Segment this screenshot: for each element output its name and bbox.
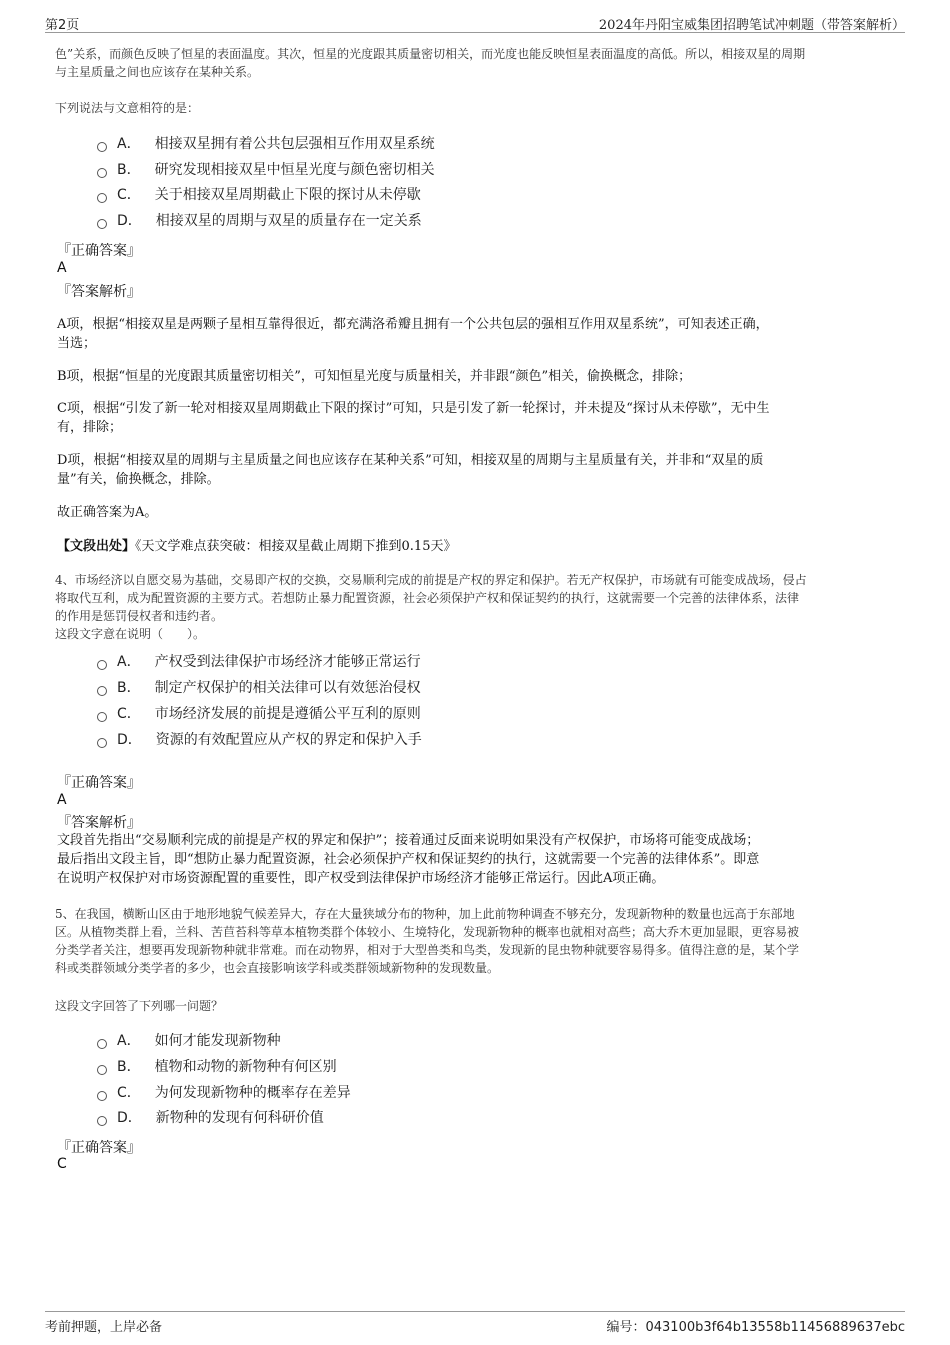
q4-analysis — [57, 831, 902, 888]
q3-prompt: 下列说法与文意相符的是： — [55, 101, 200, 115]
option-letter: B． — [117, 1059, 141, 1075]
q5-answer: C — [57, 1156, 67, 1172]
q5-option-b[interactable] — [97, 1056, 337, 1078]
stem-line: 科或类群领域分类学者的多少，也会直接影响该学科或类群领域新物种的发现数量。 — [55, 961, 500, 975]
option-text: 为何发现新物种的概率存在差异 — [154, 1085, 351, 1101]
option-letter: D． — [117, 213, 142, 229]
q4-option-d[interactable] — [97, 729, 422, 751]
stem-line: 5、在我国，横断山区由于地形地貌气候差异大，存在大量狭域分布的物种，加上此前物种调查不够充分，发现新物种的数量也远高于东部地 — [55, 907, 795, 921]
option-text: 相接双星拥有着公共包层强相互作用双星系统 — [154, 136, 435, 152]
q3-conclusion: 故正确答案为A。 — [57, 505, 158, 520]
q3-analysis-b: B项，根据“恒星的光度跟其质量密切相关”，可知恒星光度与质量相关，并非跟“颜色”相关，偷换概念，排除； — [57, 369, 692, 384]
radio-icon[interactable] — [97, 1091, 107, 1101]
q4-analysis-label: 『答案解析』 — [57, 815, 141, 831]
q3-answer-label: 『正确答案』 — [57, 243, 141, 259]
q3-analysis-d — [57, 451, 902, 489]
q3-option-d[interactable] — [97, 210, 422, 232]
page-footer — [45, 1311, 905, 1334]
option-letter: D． — [117, 732, 142, 748]
option-letter: A． — [117, 136, 141, 152]
option-text: 市场经济发展的前提是遵循公平互利的原则 — [154, 706, 421, 722]
option-letter: C． — [117, 706, 141, 722]
q3-analysis-a — [57, 315, 902, 353]
option-letter: B． — [117, 162, 141, 178]
q3-source — [57, 537, 456, 556]
q4-stem — [55, 571, 905, 643]
analysis-line: 量”有关，偷换概念，排除。 — [57, 472, 220, 487]
radio-icon[interactable] — [97, 142, 107, 152]
option-text: 如何才能发现新物种 — [154, 1033, 281, 1049]
q3-passage-line-2: 与主星质量之间也应该存在某种关系。 — [55, 65, 260, 79]
radio-icon[interactable] — [97, 686, 107, 696]
radio-icon[interactable] — [97, 660, 107, 670]
analysis-line: D项，根据“相接双星的周期与主星质量之间也应该存在某种关系”可知，相接双星的周期与主星质量有关，并非和“双星的质 — [57, 453, 764, 468]
option-letter: A． — [117, 1033, 141, 1049]
stem-line: 分类学者关注，想要再发现新物种就非常难。而在动物界，相对于大型兽类和鸟类，发现新的昆虫物种就要容易得多。值得注意的是，某个学 — [55, 943, 800, 957]
option-letter: B． — [117, 680, 141, 696]
q5-option-d[interactable] — [97, 1107, 324, 1129]
source-text: 《天文学难点获突破：相接双星截止周期下推到0.15天》 — [135, 539, 457, 554]
analysis-line: 当选； — [57, 336, 97, 351]
q3-passage-line-1: 色”关系，而颜色反映了恒星的表面温度。其次，恒星的光度跟其质量密切相关，而光度也能反映恒星表面温度的高低。所以，相接双星的周期 — [55, 47, 806, 61]
option-text: 新物种的发现有何科研价值 — [155, 1110, 324, 1126]
q3-passage-end — [55, 45, 905, 81]
radio-icon[interactable] — [97, 193, 107, 203]
radio-icon[interactable] — [97, 712, 107, 722]
q3-answer: A — [57, 260, 67, 276]
analysis-line: 有，排除； — [57, 420, 123, 435]
footer-slogan: 考前押题，上岸必备 — [45, 1320, 163, 1335]
q5-option-a[interactable] — [97, 1030, 281, 1052]
option-text: 植物和动物的新物种有何区别 — [154, 1059, 337, 1075]
stem-line: 的作用是惩罚侵权者和违约者。 — [55, 609, 224, 623]
q3-option-a[interactable] — [97, 133, 435, 155]
option-text: 研究发现相接双星中恒星光度与颜色密切相关 — [154, 162, 435, 178]
source-label: 【文段出处】 — [57, 539, 136, 554]
q4-option-a[interactable] — [97, 651, 421, 673]
q4-option-c[interactable] — [97, 703, 421, 725]
q3-analysis-label: 『答案解析』 — [57, 284, 141, 300]
option-text: 相接双星的周期与双星的质量存在一定关系 — [155, 213, 422, 229]
q4-answer-label: 『正确答案』 — [57, 775, 141, 791]
option-text: 产权受到法律保护市场经济才能够正常运行 — [154, 654, 421, 670]
q3-option-b[interactable] — [97, 159, 435, 181]
q5-prompt: 这段文字回答了下列哪一问题？ — [55, 999, 224, 1013]
q4-option-b[interactable] — [97, 677, 421, 699]
document-title: 2024年丹阳宝威集团招聘笔试冲刺题（带答案解析） — [598, 18, 905, 33]
option-text: 资源的有效配置应从产权的界定和保护入手 — [155, 732, 422, 748]
analysis-line: 最后指出文段主旨，即“想防止暴力配置资源，社会必须保护产权和保证契约的执行，这就需要一个完善的法律体系”。即意 — [57, 852, 760, 867]
radio-icon[interactable] — [97, 1039, 107, 1049]
stem-line: 4、市场经济以自愿交易为基础，交易即产权的交换，交易顺利完成的前提是产权的界定和保护。若无产权保护，市场就有可能变成战场，侵占 — [55, 573, 807, 587]
document-id: 编号：043100b3f64b13558b11456889637ebc — [606, 1320, 905, 1335]
stem-line: 将取代互利，成为配置资源的主要方式。若想防止暴力配置资源，社会必须保护产权和保证契约的执行，这就需要一个完善的法律体系，法律 — [55, 591, 800, 605]
radio-icon[interactable] — [97, 219, 107, 229]
analysis-line: A项，根据“相接双星是两颗子星相互靠得很近，都充满洛希瓣且拥有一个公共包层的强相互作用双星系统”，可知表述正确， — [57, 317, 769, 332]
radio-icon[interactable] — [97, 1116, 107, 1126]
option-letter: C． — [117, 187, 141, 203]
radio-icon[interactable] — [97, 1065, 107, 1075]
option-letter: A． — [117, 654, 141, 670]
option-letter: D． — [117, 1110, 142, 1126]
option-text: 制定产权保护的相关法律可以有效惩治侵权 — [154, 680, 421, 696]
radio-icon[interactable] — [97, 738, 107, 748]
q4-prompt: 这段文字意在说明（ ）。 — [55, 627, 206, 641]
q5-option-c[interactable] — [97, 1082, 351, 1104]
q4-answer: A — [57, 792, 67, 808]
analysis-line: C项，根据“引发了新一轮对相接双星周期截止下限的探讨”可知，只是引发了新一轮探讨，并未提及“探讨从未停歇”，无中生 — [57, 401, 770, 416]
option-text: 关于相接双星周期截止下限的探讨从未停歇 — [154, 187, 421, 203]
page-number: 第2页 — [45, 18, 80, 33]
analysis-line: 在说明产权保护对市场资源配置的重要性，即产权受到法律保护市场经济才能够正常运行。因此A项正确。 — [57, 871, 665, 886]
analysis-line: 文段首先指出“交易顺利完成的前提是产权的界定和保护”；接着通过反面来说明如果没有产权保护，市场将可能变成战场； — [57, 833, 760, 848]
q5-answer-label: 『正确答案』 — [57, 1140, 141, 1156]
page-header — [45, 12, 905, 33]
q3-analysis-c — [57, 399, 902, 437]
option-letter: C． — [117, 1085, 141, 1101]
q5-stem — [55, 905, 905, 977]
q3-option-c[interactable] — [97, 184, 421, 206]
stem-line: 区。从植物类群上看，兰科、苦苣苔科等草本植物类群个体较小、生境特化，发现新物种的概率也就相对高些；高大乔木更加显眼，更容易被 — [55, 925, 800, 939]
radio-icon[interactable] — [97, 168, 107, 178]
